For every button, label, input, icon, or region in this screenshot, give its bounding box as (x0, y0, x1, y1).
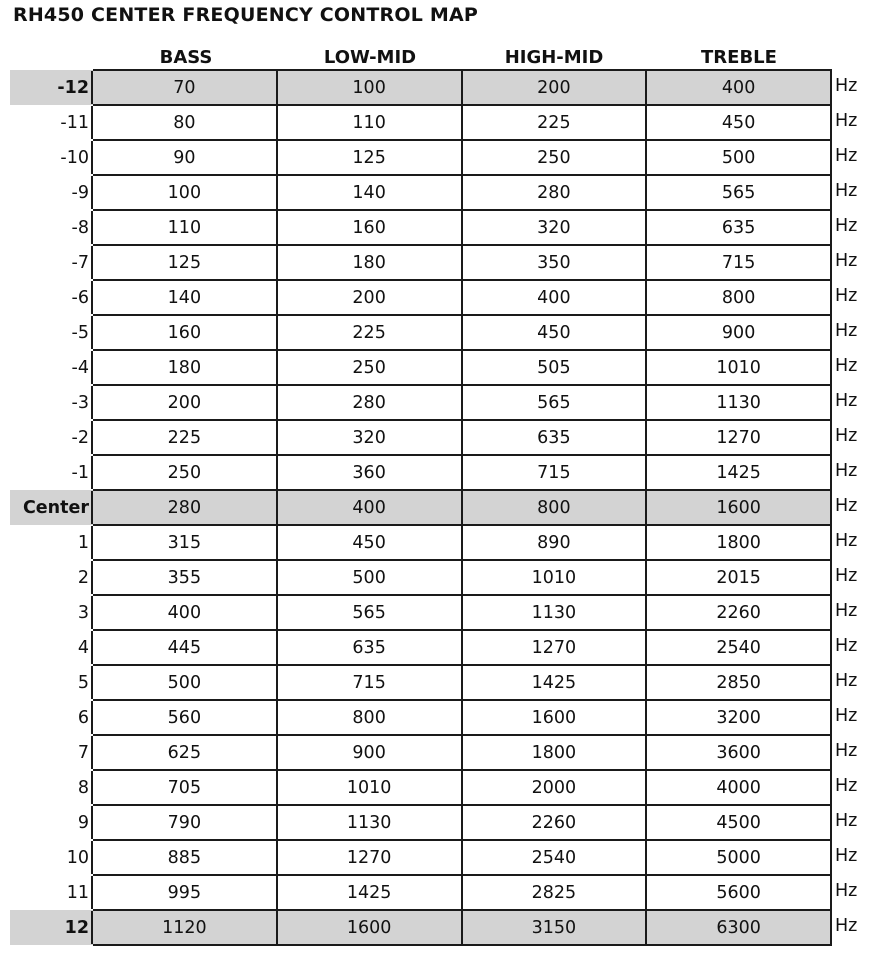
high-mid-cell: 800 (462, 490, 647, 525)
low-mid-cell: 125 (277, 140, 462, 175)
low-mid-cell: 1425 (277, 875, 462, 910)
bass-cell: 280 (92, 490, 277, 525)
high-mid-cell: 320 (462, 210, 647, 245)
low-mid-cell: 500 (277, 560, 462, 595)
high-mid-cell: 200 (462, 70, 647, 105)
high-mid-cell: 280 (462, 175, 647, 210)
unit-label: Hz (835, 881, 858, 901)
row-label: -9 (71, 182, 89, 203)
unit-label: Hz (835, 111, 858, 131)
low-mid-cell: 360 (277, 455, 462, 490)
low-mid-cell: 565 (277, 595, 462, 630)
treble-cell: 5600 (646, 875, 831, 910)
bass-cell: 160 (92, 315, 277, 350)
treble-cell: 450 (646, 105, 831, 140)
unit-label: Hz (835, 426, 858, 446)
table-row (10, 910, 831, 945)
treble-cell: 2850 (646, 665, 831, 700)
high-mid-cell: 1130 (462, 595, 647, 630)
row-label: 4 (77, 637, 89, 658)
high-mid-cell: 635 (462, 420, 647, 455)
table-row (10, 770, 831, 805)
table-row (10, 140, 831, 175)
table-row (10, 735, 831, 770)
low-mid-cell: 225 (277, 315, 462, 350)
bass-cell: 80 (92, 105, 277, 140)
row-label: -4 (71, 357, 89, 378)
unit-label: Hz (835, 916, 858, 936)
row-label: 5 (77, 672, 89, 693)
bass-cell: 560 (92, 700, 277, 735)
high-mid-cell: 565 (462, 385, 647, 420)
table-row (10, 840, 831, 875)
low-mid-cell: 1010 (277, 770, 462, 805)
bass-cell: 315 (92, 525, 277, 560)
low-mid-cell: 635 (277, 630, 462, 665)
low-mid-cell: 100 (277, 70, 462, 105)
table-row (10, 700, 831, 735)
row-label: -1 (71, 462, 89, 483)
low-mid-cell: 1600 (277, 910, 462, 945)
bass-cell: 200 (92, 385, 277, 420)
high-mid-cell: 1010 (462, 560, 647, 595)
row-label: 11 (66, 882, 89, 903)
unit-label: Hz (835, 356, 858, 376)
high-mid-cell: 2540 (462, 840, 647, 875)
low-mid-cell: 400 (277, 490, 462, 525)
table-row (10, 105, 831, 140)
row-label: -7 (71, 252, 89, 273)
unit-label: Hz (835, 181, 858, 201)
table-row (10, 665, 831, 700)
high-mid-cell: 1600 (462, 700, 647, 735)
unit-label: Hz (835, 531, 858, 551)
row-label: 9 (77, 812, 89, 833)
table-row (10, 245, 831, 280)
unit-label: Hz (835, 286, 858, 306)
table-row (10, 455, 831, 490)
treble-cell: 800 (646, 280, 831, 315)
unit-label: Hz (835, 706, 858, 726)
low-mid-cell: 140 (277, 175, 462, 210)
table-row (10, 875, 831, 910)
low-mid-cell: 250 (277, 350, 462, 385)
low-mid-cell: 900 (277, 735, 462, 770)
bass-cell: 110 (92, 210, 277, 245)
column-header-bass: BASS (159, 47, 213, 68)
unit-label: Hz (835, 741, 858, 761)
unit-label: Hz (835, 146, 858, 166)
unit-label: Hz (835, 776, 858, 796)
treble-cell: 900 (646, 315, 831, 350)
treble-cell: 2260 (646, 595, 831, 630)
treble-cell: 1425 (646, 455, 831, 490)
high-mid-cell: 2825 (462, 875, 647, 910)
page-title: RH450 CENTER FREQUENCY CONTROL MAP (13, 4, 478, 26)
row-label: 10 (66, 847, 89, 868)
high-mid-cell: 3150 (462, 910, 647, 945)
low-mid-cell: 280 (277, 385, 462, 420)
unit-label: Hz (835, 811, 858, 831)
low-mid-cell: 110 (277, 105, 462, 140)
unit-label: Hz (835, 321, 858, 341)
table-row (10, 385, 831, 420)
low-mid-cell: 160 (277, 210, 462, 245)
column-header-treble: TREBLE (701, 47, 777, 68)
high-mid-cell: 250 (462, 140, 647, 175)
row-label: -3 (71, 392, 89, 413)
low-mid-cell: 200 (277, 280, 462, 315)
row-label: Center (10, 490, 92, 525)
table-row (10, 525, 831, 560)
bass-cell: 885 (92, 840, 277, 875)
low-mid-cell: 715 (277, 665, 462, 700)
high-mid-cell: 450 (462, 315, 647, 350)
high-mid-cell: 350 (462, 245, 647, 280)
unit-label: Hz (835, 566, 858, 586)
row-label: -12 (10, 70, 92, 105)
bass-cell: 125 (92, 245, 277, 280)
treble-cell: 1130 (646, 385, 831, 420)
table-row (10, 210, 831, 245)
treble-cell: 2540 (646, 630, 831, 665)
table-row (10, 420, 831, 455)
treble-cell: 2015 (646, 560, 831, 595)
low-mid-cell: 320 (277, 420, 462, 455)
row-label: -8 (71, 217, 89, 238)
bass-cell: 180 (92, 350, 277, 385)
bass-cell: 995 (92, 875, 277, 910)
low-mid-cell: 1130 (277, 805, 462, 840)
high-mid-cell: 2000 (462, 770, 647, 805)
treble-cell: 635 (646, 210, 831, 245)
high-mid-cell: 715 (462, 455, 647, 490)
bass-cell: 90 (92, 140, 277, 175)
row-label: 2 (77, 567, 89, 588)
treble-cell: 3600 (646, 735, 831, 770)
table-row (10, 595, 831, 630)
unit-label: Hz (835, 671, 858, 691)
high-mid-cell: 1270 (462, 630, 647, 665)
bass-cell: 70 (92, 70, 277, 105)
high-mid-cell: 225 (462, 105, 647, 140)
bass-cell: 355 (92, 560, 277, 595)
table-row (10, 70, 831, 105)
unit-label: Hz (835, 76, 858, 96)
row-label: 8 (77, 777, 89, 798)
row-label: -6 (71, 287, 89, 308)
treble-cell: 1010 (646, 350, 831, 385)
row-label: 6 (77, 707, 89, 728)
bass-cell: 625 (92, 735, 277, 770)
treble-cell: 565 (646, 175, 831, 210)
table-row (10, 175, 831, 210)
bass-cell: 500 (92, 665, 277, 700)
table-row (10, 630, 831, 665)
high-mid-cell: 1425 (462, 665, 647, 700)
bass-cell: 225 (92, 420, 277, 455)
row-label: 12 (10, 910, 92, 945)
bass-cell: 140 (92, 280, 277, 315)
unit-label: Hz (835, 496, 858, 516)
table-row (10, 805, 831, 840)
bass-cell: 100 (92, 175, 277, 210)
unit-label: Hz (835, 846, 858, 866)
treble-cell: 4500 (646, 805, 831, 840)
low-mid-cell: 450 (277, 525, 462, 560)
treble-cell: 6300 (646, 910, 831, 945)
high-mid-cell: 400 (462, 280, 647, 315)
bass-cell: 250 (92, 455, 277, 490)
unit-label: Hz (835, 251, 858, 271)
treble-cell: 400 (646, 70, 831, 105)
low-mid-cell: 800 (277, 700, 462, 735)
unit-label: Hz (835, 391, 858, 411)
unit-label: Hz (835, 216, 858, 236)
row-label: -2 (71, 427, 89, 448)
unit-label: Hz (835, 636, 858, 656)
row-label: -10 (60, 147, 89, 168)
high-mid-cell: 890 (462, 525, 647, 560)
treble-cell: 5000 (646, 840, 831, 875)
bass-cell: 705 (92, 770, 277, 805)
row-label: 3 (77, 602, 89, 623)
table-row (10, 490, 831, 525)
treble-cell: 1270 (646, 420, 831, 455)
bass-cell: 400 (92, 595, 277, 630)
column-header-low-mid: LOW-MID (323, 47, 417, 68)
low-mid-cell: 180 (277, 245, 462, 280)
high-mid-cell: 2260 (462, 805, 647, 840)
row-label: 1 (77, 532, 89, 553)
table-row (10, 315, 831, 350)
row-label: -11 (60, 112, 89, 133)
unit-label: Hz (835, 601, 858, 621)
frequency-table (10, 69, 832, 946)
row-label: -5 (71, 322, 89, 343)
bass-cell: 445 (92, 630, 277, 665)
treble-cell: 715 (646, 245, 831, 280)
treble-cell: 1600 (646, 490, 831, 525)
treble-cell: 500 (646, 140, 831, 175)
column-header-high-mid: HIGH-MID (504, 47, 604, 68)
treble-cell: 1800 (646, 525, 831, 560)
high-mid-cell: 505 (462, 350, 647, 385)
table-row (10, 350, 831, 385)
treble-cell: 3200 (646, 700, 831, 735)
row-label: 7 (77, 742, 89, 763)
table-row (10, 280, 831, 315)
bass-cell: 790 (92, 805, 277, 840)
unit-label: Hz (835, 461, 858, 481)
low-mid-cell: 1270 (277, 840, 462, 875)
bass-cell: 1120 (92, 910, 277, 945)
high-mid-cell: 1800 (462, 735, 647, 770)
treble-cell: 4000 (646, 770, 831, 805)
table-row (10, 560, 831, 595)
